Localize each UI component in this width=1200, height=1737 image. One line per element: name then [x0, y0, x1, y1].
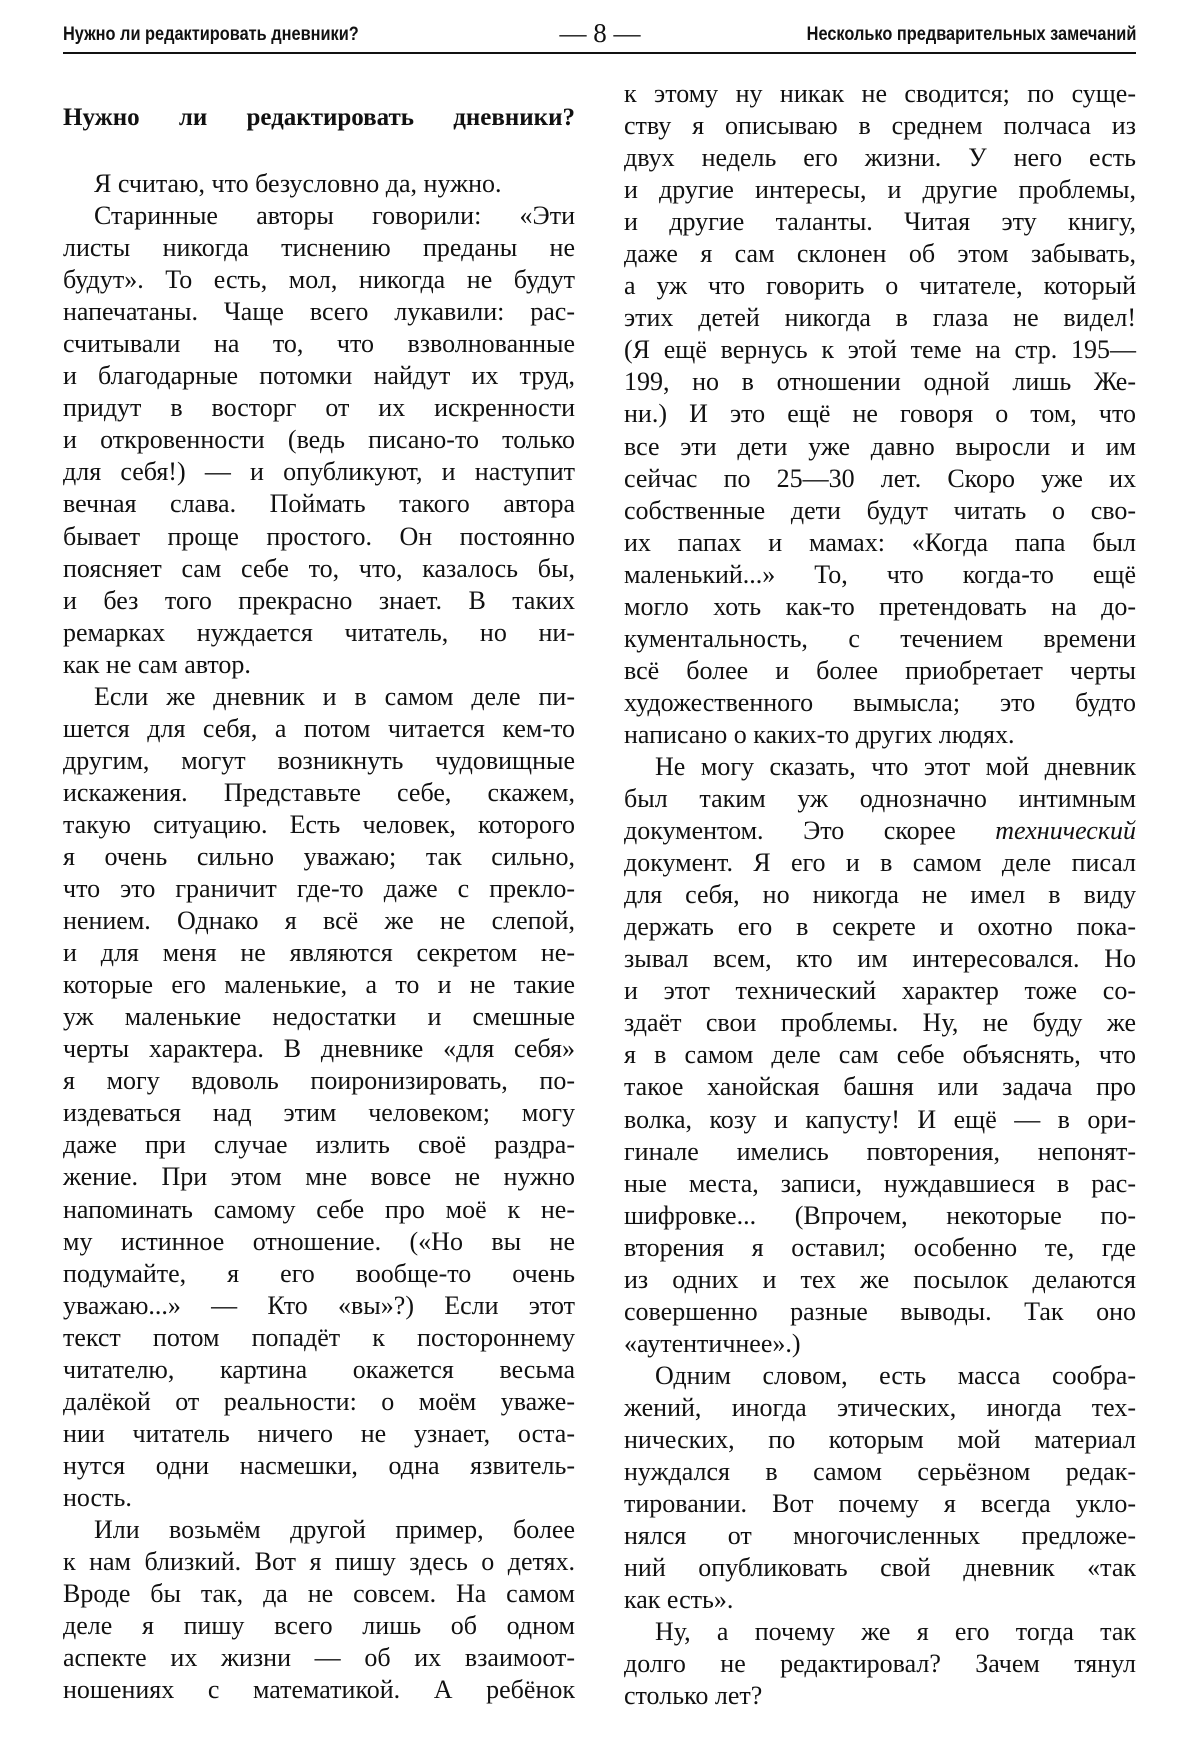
- text-line: [624, 1296, 1136, 1328]
- text-line-content: держать его в секрете и охотно пока-: [624, 912, 1136, 941]
- text-line: [624, 238, 1136, 270]
- text-line: [624, 719, 1136, 751]
- text-line-content: жение. При этом мне вовсе не нужно: [63, 1162, 575, 1191]
- text-line: [624, 1584, 1136, 1616]
- text-line: [624, 1200, 1136, 1232]
- text-line: [63, 360, 575, 392]
- text-line: [63, 1129, 575, 1161]
- text-line: [63, 1161, 575, 1193]
- right-column: [624, 78, 1136, 1712]
- text-line-content: му истинное отношение. («Но вы не: [63, 1227, 575, 1256]
- text-line: [63, 777, 575, 809]
- text-line: [63, 200, 575, 232]
- text-line: [63, 1097, 575, 1129]
- text-line: [624, 1456, 1136, 1488]
- text-line-content: которые его маленькие, а то и не такие: [63, 970, 575, 999]
- text-line-content: их папах и мамах: «Когда папа был: [624, 528, 1136, 557]
- text-line-content: тировании. Вот почему я всегда укло-: [624, 1489, 1136, 1518]
- text-line: [63, 617, 575, 649]
- text-line-content: и другие интересы, и другие проблемы,: [624, 175, 1136, 204]
- text-line-content: аспекте их жизни — об их взаимоот-: [63, 1643, 575, 1672]
- text-line-content: и откровенности (ведь писано-то только: [63, 425, 575, 454]
- text-line: [63, 1354, 575, 1386]
- text-line-content: и другие таланты. Читая эту книгу,: [624, 207, 1136, 236]
- text-line-content: другим, могут возникнуть чудовищные: [63, 746, 575, 775]
- text-line-content: нуждался в самом серьёзном редак-: [624, 1457, 1136, 1486]
- text-line: [63, 841, 575, 873]
- text-line: [63, 713, 575, 745]
- text-line: [63, 937, 575, 969]
- text-line: [624, 1488, 1136, 1520]
- text-line-content: нии читатель ничего не узнает, оста-: [63, 1419, 575, 1448]
- text-line: [624, 1264, 1136, 1296]
- text-line-content: уважаю...» — Кто «вы»?) Если этот: [63, 1291, 575, 1320]
- text-line: [624, 1328, 1136, 1360]
- text-line-content: для себя!) — и опубликуют, и наступит: [63, 457, 575, 486]
- text-line-content: волка, козу и капусту! И ещё — в ори-: [624, 1105, 1136, 1134]
- text-line-content: черты характера. В дневнике «для себя»: [63, 1034, 575, 1063]
- text-line: [624, 302, 1136, 334]
- text-line-content: напоминать самому себе про моё к не-: [63, 1195, 575, 1224]
- text-line: [624, 975, 1136, 1007]
- text-line-content: далёкой от реальности: о моём уваже-: [63, 1387, 575, 1416]
- text-line: [63, 905, 575, 937]
- text-line-content: зывал всем, кто им интересовался. Но: [624, 944, 1136, 973]
- emphasized-word: технический: [995, 816, 1136, 845]
- text-line: [63, 1194, 575, 1226]
- text-line: [624, 1648, 1136, 1680]
- text-line-content: вечная слава. Поймать такого автора: [63, 489, 575, 518]
- text-line-content: шифровке... (Впрочем, некоторые по-: [624, 1201, 1136, 1230]
- text-line: [63, 424, 575, 456]
- text-line: [63, 1514, 575, 1546]
- text-line-content: подумайте, я его вообще-то очень: [63, 1259, 575, 1288]
- text-line: [63, 1578, 575, 1610]
- text-line: [624, 1680, 1136, 1712]
- text-line-content: ству я описываю в среднем полчаса из: [624, 111, 1136, 140]
- text-line-content: 199, но в отношении одной лишь Же-: [624, 367, 1136, 396]
- text-line: [624, 1168, 1136, 1200]
- text-line-content: бывает проще простого. Он постоянно: [63, 522, 575, 551]
- text-line: [63, 1322, 575, 1354]
- text-line-content: всё более и более приобретает черты: [624, 656, 1136, 685]
- text-line-content: нением. Однако я всё же не слепой,: [63, 906, 575, 935]
- text-line: [63, 168, 575, 200]
- text-line-content: Ну, а почему же я его тогда так: [655, 1617, 1136, 1646]
- text-line-content: Не могу сказать, что этот мой дневник: [655, 752, 1136, 781]
- text-line-content: документом. Это скорее: [624, 816, 995, 845]
- text-line: [63, 1258, 575, 1290]
- text-line-content: такое ханойская башня или задача про: [624, 1072, 1136, 1101]
- text-line-content: деле я пишу всего лишь об одном: [63, 1611, 575, 1640]
- text-line-content: и благодарные потомки найдут их труд,: [63, 361, 575, 390]
- text-line-content: напечатаны. Чаще всего лукавили: рас-: [63, 297, 575, 326]
- text-line: [624, 527, 1136, 559]
- text-line-content: могло хоть как-то претендовать на до-: [624, 592, 1136, 621]
- text-line-content: и этот технический характер тоже со-: [624, 976, 1136, 1005]
- text-line: [624, 366, 1136, 398]
- text-line-content: текст потом попадёт к постороннему: [63, 1323, 575, 1352]
- text-line-content: вторения я оставил; особенно те, где: [624, 1233, 1136, 1262]
- text-line-content: из одних и тех же посылок делаются: [624, 1265, 1136, 1294]
- text-line: [624, 1071, 1136, 1103]
- text-line: [624, 879, 1136, 911]
- text-line: [624, 495, 1136, 527]
- text-line-content: гинале имелись повторения, непонят-: [624, 1137, 1136, 1166]
- text-line: [63, 585, 575, 617]
- text-line: [63, 1482, 575, 1514]
- text-line-content: даже я сам склонен об этом забывать,: [624, 239, 1136, 268]
- text-line-content: читателю, картина окажется весьма: [63, 1355, 575, 1384]
- text-line: [63, 1546, 575, 1578]
- text-line: [63, 521, 575, 553]
- text-line: [63, 1001, 575, 1033]
- text-line: [624, 911, 1136, 943]
- text-line: [624, 1039, 1136, 1071]
- text-line: [63, 296, 575, 328]
- text-line-content: к нам близкий. Вот я пишу здесь о детях.: [63, 1547, 575, 1576]
- text-line: [624, 431, 1136, 463]
- text-line: [63, 456, 575, 488]
- text-line: [624, 591, 1136, 623]
- text-line-content: уж маленькие недостатки и смешные: [63, 1002, 575, 1031]
- text-line-content: такую ситуацию. Есть человек, которого: [63, 810, 575, 839]
- text-line: [63, 1386, 575, 1418]
- text-line-content: нических, по которым мой материал: [624, 1425, 1136, 1454]
- text-line-content: к этому ну никак не сводится; по суще-: [624, 79, 1136, 108]
- text-line-content: двух недель его жизни. У него есть: [624, 143, 1136, 172]
- text-line: [63, 1418, 575, 1450]
- text-line: [63, 232, 575, 264]
- section-title: Нужно ли редактировать дневники?: [63, 104, 575, 132]
- text-line-content: столько лет?: [624, 1681, 762, 1710]
- text-line: [624, 206, 1136, 238]
- text-line: [624, 174, 1136, 206]
- text-line-content: все эти дети уже давно выросли и им: [624, 432, 1136, 461]
- text-line-content: собственные дети будут читать о сво-: [624, 496, 1136, 525]
- header-rule: [63, 52, 1136, 54]
- text-line-content: совершенно разные выводы. Так оно: [624, 1297, 1136, 1326]
- text-line: [63, 1065, 575, 1097]
- text-line: [63, 681, 575, 713]
- text-line: [624, 1520, 1136, 1552]
- text-line-content: я очень сильно уважаю; так сильно,: [63, 842, 575, 871]
- text-line-content: этих детей никогда в глаза не видел!: [624, 303, 1136, 332]
- text-line-content: я могу вдоволь поиронизировать, по-: [63, 1066, 575, 1095]
- text-line-content: нутся одни насмешки, одна язвитель-: [63, 1451, 575, 1480]
- text-line: [624, 815, 1136, 847]
- text-line: [63, 264, 575, 296]
- text-line: [624, 110, 1136, 142]
- text-line-content: считывали на то, что взволнованные: [63, 329, 575, 358]
- text-line-content: я в самом деле сам себе объяснять, что: [624, 1040, 1136, 1069]
- text-line: [624, 943, 1136, 975]
- text-line: [624, 463, 1136, 495]
- text-line: [624, 559, 1136, 591]
- text-line-content: художественного вымысла; это будто: [624, 688, 1136, 717]
- text-line: [624, 142, 1136, 174]
- text-line: [63, 553, 575, 585]
- text-line-content: ные места, записи, нуждавшиеся в рас-: [624, 1169, 1136, 1198]
- text-line-content: как есть».: [624, 1585, 733, 1614]
- text-line-content: долго не редактировал? Зачем тянул: [624, 1649, 1136, 1678]
- text-line-content: написано о каких-то других людях.: [624, 720, 1014, 749]
- text-line-content: здаёт свои проблемы. Ну, не буду же: [624, 1008, 1136, 1037]
- text-line: [63, 328, 575, 360]
- text-line: [63, 1642, 575, 1674]
- text-line-content: документ. Я его и в самом деле писал: [624, 848, 1136, 877]
- text-line: [624, 78, 1136, 110]
- text-line-content: поясняет сам себе то, что, казалось бы,: [63, 554, 575, 583]
- text-line: [624, 655, 1136, 687]
- text-line: [624, 623, 1136, 655]
- text-line-content: Вроде бы так, да не совсем. На самом: [63, 1579, 575, 1608]
- text-line: [63, 745, 575, 777]
- text-line: [624, 1552, 1136, 1584]
- running-header-right: Несколько предварительных замечаний: [806, 24, 1136, 46]
- text-line: [624, 1007, 1136, 1039]
- text-line-content: и без того прекрасно знает. В таких: [63, 586, 575, 615]
- text-line: [624, 783, 1136, 815]
- text-line-content: и для меня не являются секретом не-: [63, 938, 575, 967]
- text-line: [63, 1450, 575, 1482]
- running-header-left: Нужно ли редактировать дневники?: [63, 24, 359, 46]
- text-line-content: ность.: [63, 1483, 132, 1512]
- text-line: [63, 1290, 575, 1322]
- text-line-content: маленький...» То, что когда-то ещё: [624, 560, 1136, 589]
- text-line-content: Если же дневник и в самом деле пи-: [94, 682, 575, 711]
- text-line: [63, 1226, 575, 1258]
- text-line: [624, 1232, 1136, 1264]
- page-number: — 8 —: [550, 18, 650, 49]
- text-line-content: искажения. Представьте себе, скажем,: [63, 778, 575, 807]
- text-line-content: а уж что говорить о читателе, который: [624, 271, 1136, 300]
- left-column: [63, 168, 575, 1706]
- text-line-content: сейчас по 25—30 лет. Скоро уже их: [624, 464, 1136, 493]
- text-line-content: даже при случае излить своё раздра-: [63, 1130, 575, 1159]
- text-line-content: нялся от многочисленных предложе-: [624, 1521, 1136, 1550]
- text-line: [624, 1104, 1136, 1136]
- text-line-content: был таким уж однозначно интимным: [624, 784, 1136, 813]
- text-line-content: будут». То есть, мол, никогда не будут: [63, 265, 575, 294]
- text-line: [624, 398, 1136, 430]
- text-line-content: ремарках нуждается читатель, но ни-: [63, 618, 575, 647]
- text-line-content: ношениях с математикой. А ребёнок: [63, 1675, 575, 1704]
- text-line: [63, 1033, 575, 1065]
- text-line-content: что это граничит где-то даже с прекло-: [63, 874, 575, 903]
- text-line: [624, 687, 1136, 719]
- text-line-content: листы никогда тиснению преданы не: [63, 233, 575, 262]
- text-line: [624, 1360, 1136, 1392]
- text-line: [63, 649, 575, 681]
- text-line: [63, 809, 575, 841]
- text-line: [624, 847, 1136, 879]
- text-line-content: Я считаю, что безусловно да, нужно.: [94, 169, 501, 198]
- text-line-content: (Я ещё вернусь к этой теме на стр. 195—: [624, 335, 1136, 364]
- text-line-content: шется для себя, а потом читается кем-то: [63, 714, 575, 743]
- text-line-content: ни.) И это ещё не говоря о том, что: [624, 399, 1136, 428]
- text-line-content: как не сам автор.: [63, 650, 251, 679]
- text-line-content: Старинные авторы говорили: «Эти: [94, 201, 575, 230]
- text-line: [63, 1610, 575, 1642]
- text-line: [63, 969, 575, 1001]
- text-line-content: «аутентичнее».): [624, 1329, 801, 1358]
- text-line-content: для себя, но никогда не имел в виду: [624, 880, 1136, 909]
- text-line: [624, 751, 1136, 783]
- text-line: [624, 1136, 1136, 1168]
- text-line: [624, 1616, 1136, 1648]
- text-line-content: ний опубликовать свой дневник «так: [624, 1553, 1136, 1582]
- text-line: [624, 1424, 1136, 1456]
- text-line-content: Одним словом, есть масса сообра-: [655, 1361, 1136, 1390]
- text-line-content: придут в восторг от их искренности: [63, 393, 575, 422]
- text-line: [63, 1674, 575, 1706]
- text-line: [624, 334, 1136, 366]
- text-line-content: кументальность, с течением времени: [624, 624, 1136, 653]
- text-line: [624, 270, 1136, 302]
- text-line-content: Или возьмём другой пример, более: [94, 1515, 575, 1544]
- text-line-content: издеваться над этим человеком; могу: [63, 1098, 575, 1127]
- text-line-content: жений, иногда этических, иногда тех-: [624, 1393, 1136, 1422]
- text-line: [63, 873, 575, 905]
- text-line: [624, 1392, 1136, 1424]
- text-line: [63, 488, 575, 520]
- text-line: [63, 392, 575, 424]
